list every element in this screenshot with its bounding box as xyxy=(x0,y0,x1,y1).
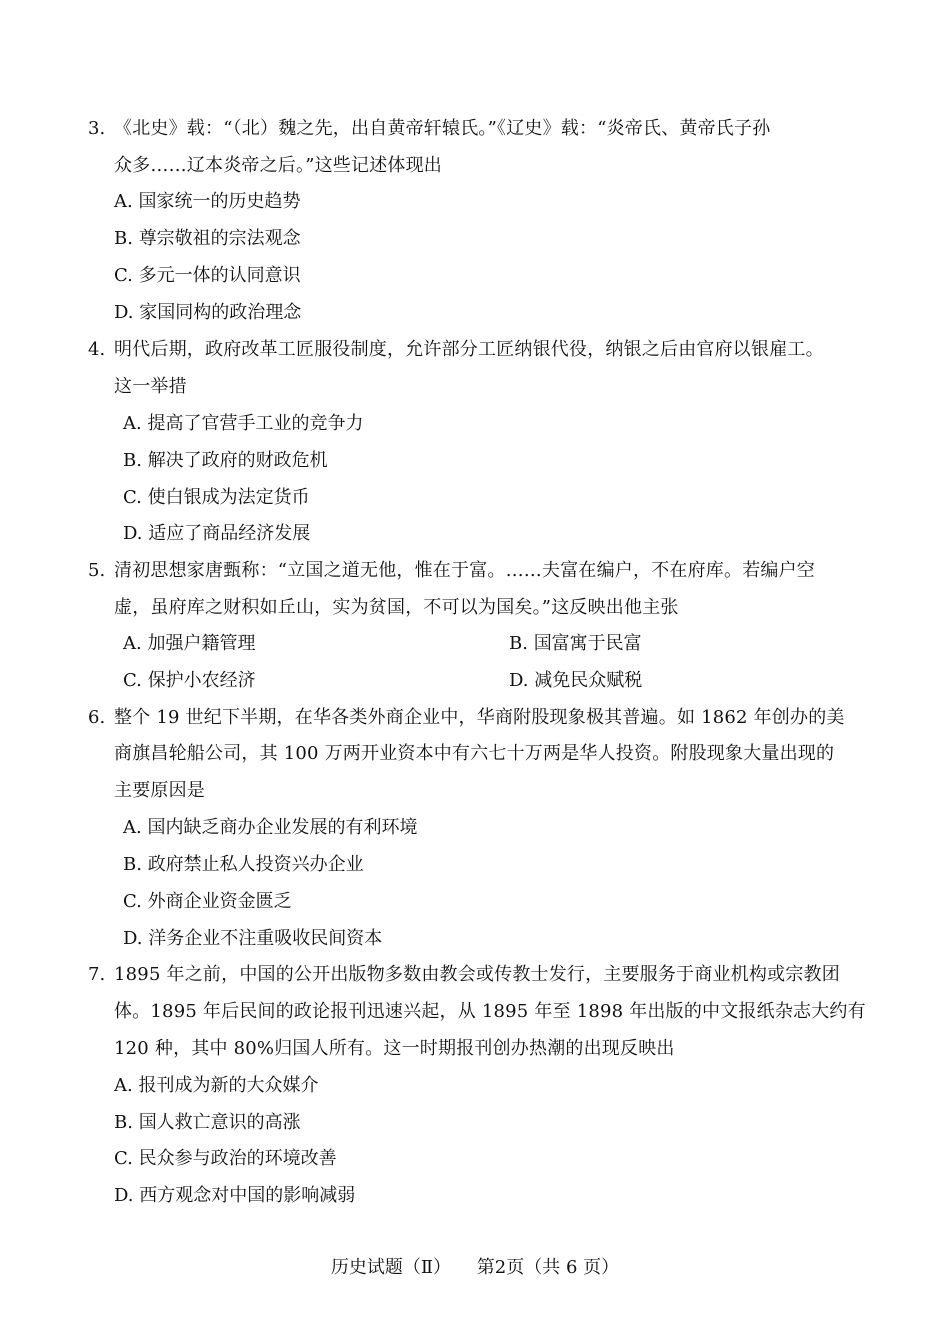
option-b xyxy=(509,632,642,656)
option-text: 多元一体的认同意识 xyxy=(138,265,301,286)
option-a xyxy=(123,816,417,840)
footer-page-number: 第2页（共 6 页） xyxy=(476,1257,620,1278)
option-text: 保护小农经济 xyxy=(147,670,256,691)
question-text-line: 清初思想家唐甄称：“立国之道无他，惟在于富。……夫富在编户，不在府库。若编户空 xyxy=(114,560,815,581)
option-a xyxy=(123,412,363,436)
option-text: 使白银成为法定货币 xyxy=(147,487,310,508)
option-label: C. xyxy=(123,670,142,691)
option-text: 家国同构的政治理念 xyxy=(139,302,302,323)
option-text: 国内缺乏商办企业发展的有利环境 xyxy=(147,817,418,838)
option-text: 减免民众赋税 xyxy=(534,670,643,691)
question-text-line: 《北史》载：“（北）魏之先，出自黄帝轩辕氏。”《辽史》载：“炎帝氏、黄帝氏子孙 xyxy=(114,118,771,139)
option-label: C. xyxy=(114,1148,133,1169)
option-text: 西方观念对中国的影响减弱 xyxy=(139,1185,356,1206)
option-a xyxy=(123,632,255,656)
option-text: 尊宗敬祖的宗法观念 xyxy=(138,228,301,249)
option-label: B. xyxy=(123,854,142,875)
page-footer xyxy=(0,1256,950,1280)
question-text-line: 众多……辽本炎帝之后。”这些记述体现出 xyxy=(114,155,443,176)
question-text-line: 体。1895 年后民间的政论报刊迅速兴起，从 1895 年至 1898 年出版的中文报纸杂志大约有 xyxy=(114,1001,866,1022)
question-number: 3. xyxy=(88,118,106,139)
option-label: D. xyxy=(509,670,529,691)
option-c xyxy=(123,669,256,693)
option-text: 适应了商品经济发展 xyxy=(148,523,311,544)
option-text: 国人救亡意识的高涨 xyxy=(138,1112,301,1133)
question-number: 6. xyxy=(88,707,106,728)
option-text: 洋务企业不注重吸收民间资本 xyxy=(148,928,383,949)
question-text-line: 整个 19 世纪下半期，在华各类外商企业中，华商附股现象极其普遍。如 1862 年创办的美 xyxy=(114,707,845,728)
question-number: 7. xyxy=(88,964,106,985)
option-a xyxy=(114,190,300,214)
question-text-line: 这一举措 xyxy=(114,376,187,397)
option-label: B. xyxy=(114,228,133,249)
option-label: A. xyxy=(123,817,142,838)
option-text: 报刊成为新的大众媒介 xyxy=(138,1075,319,1096)
option-d xyxy=(114,1184,355,1208)
option-text: 民众参与政治的环境改善 xyxy=(138,1148,337,1169)
option-label: D. xyxy=(123,928,143,949)
option-text: 外商企业资金匮乏 xyxy=(147,891,292,912)
option-b xyxy=(114,1111,301,1135)
option-label: B. xyxy=(114,1112,133,1133)
option-text: 解决了政府的财政危机 xyxy=(147,450,328,471)
option-label: B. xyxy=(509,633,528,654)
option-label: A. xyxy=(123,413,142,434)
option-b xyxy=(123,449,328,473)
question-text-line: 商旗昌轮船公司，其 100 万两开业资本中有六七十万两是华人投资。附股现象大量出现的 xyxy=(114,743,835,764)
option-d xyxy=(114,301,301,325)
option-label: A. xyxy=(114,191,133,212)
question-text-line: 虚，虽府库之财积如丘山，实为贫国，不可以为国矣。”这反映出他主张 xyxy=(114,597,679,618)
option-label: D. xyxy=(123,523,143,544)
question-number: 4. xyxy=(88,339,106,360)
question-text-line: 1895 年之前，中国的公开出版物多数由教会或传教士发行，主要服务于商业机构或宗教团 xyxy=(114,964,840,985)
option-label: D. xyxy=(114,1185,134,1206)
option-label: D. xyxy=(114,302,134,323)
option-a xyxy=(114,1074,318,1098)
option-label: C. xyxy=(114,265,133,286)
option-c xyxy=(123,890,292,914)
option-text: 国家统一的历史趋势 xyxy=(138,191,301,212)
option-label: A. xyxy=(123,633,142,654)
option-label: B. xyxy=(123,450,142,471)
question-number: 5. xyxy=(88,560,106,581)
option-label: A. xyxy=(114,1075,133,1096)
option-b xyxy=(123,853,364,877)
option-label: C. xyxy=(123,487,142,508)
question-text-line: 120 种，其中 80%归国人所有。这一时期报刊创办热潮的出现反映出 xyxy=(114,1038,675,1059)
option-d xyxy=(123,522,310,546)
question-text-line: 明代后期，政府改革工匠服役制度，允许部分工匠纳银代役，纳银之后由官府以银雇工。 xyxy=(114,339,824,360)
option-text: 国富寓于民富 xyxy=(533,633,642,654)
option-c xyxy=(114,1147,337,1171)
option-text: 政府禁止私人投资兴办企业 xyxy=(147,854,364,875)
option-d xyxy=(123,927,382,951)
option-c xyxy=(123,486,310,510)
option-d xyxy=(509,669,642,693)
question-text-line: 主要原因是 xyxy=(114,780,205,801)
option-label: C. xyxy=(123,891,142,912)
footer-subject: 历史试题（Ⅱ） xyxy=(330,1257,452,1278)
option-c xyxy=(114,264,301,288)
option-text: 加强户籍管理 xyxy=(147,633,256,654)
option-b xyxy=(114,227,301,251)
option-text: 提高了官营手工业的竞争力 xyxy=(147,413,364,434)
